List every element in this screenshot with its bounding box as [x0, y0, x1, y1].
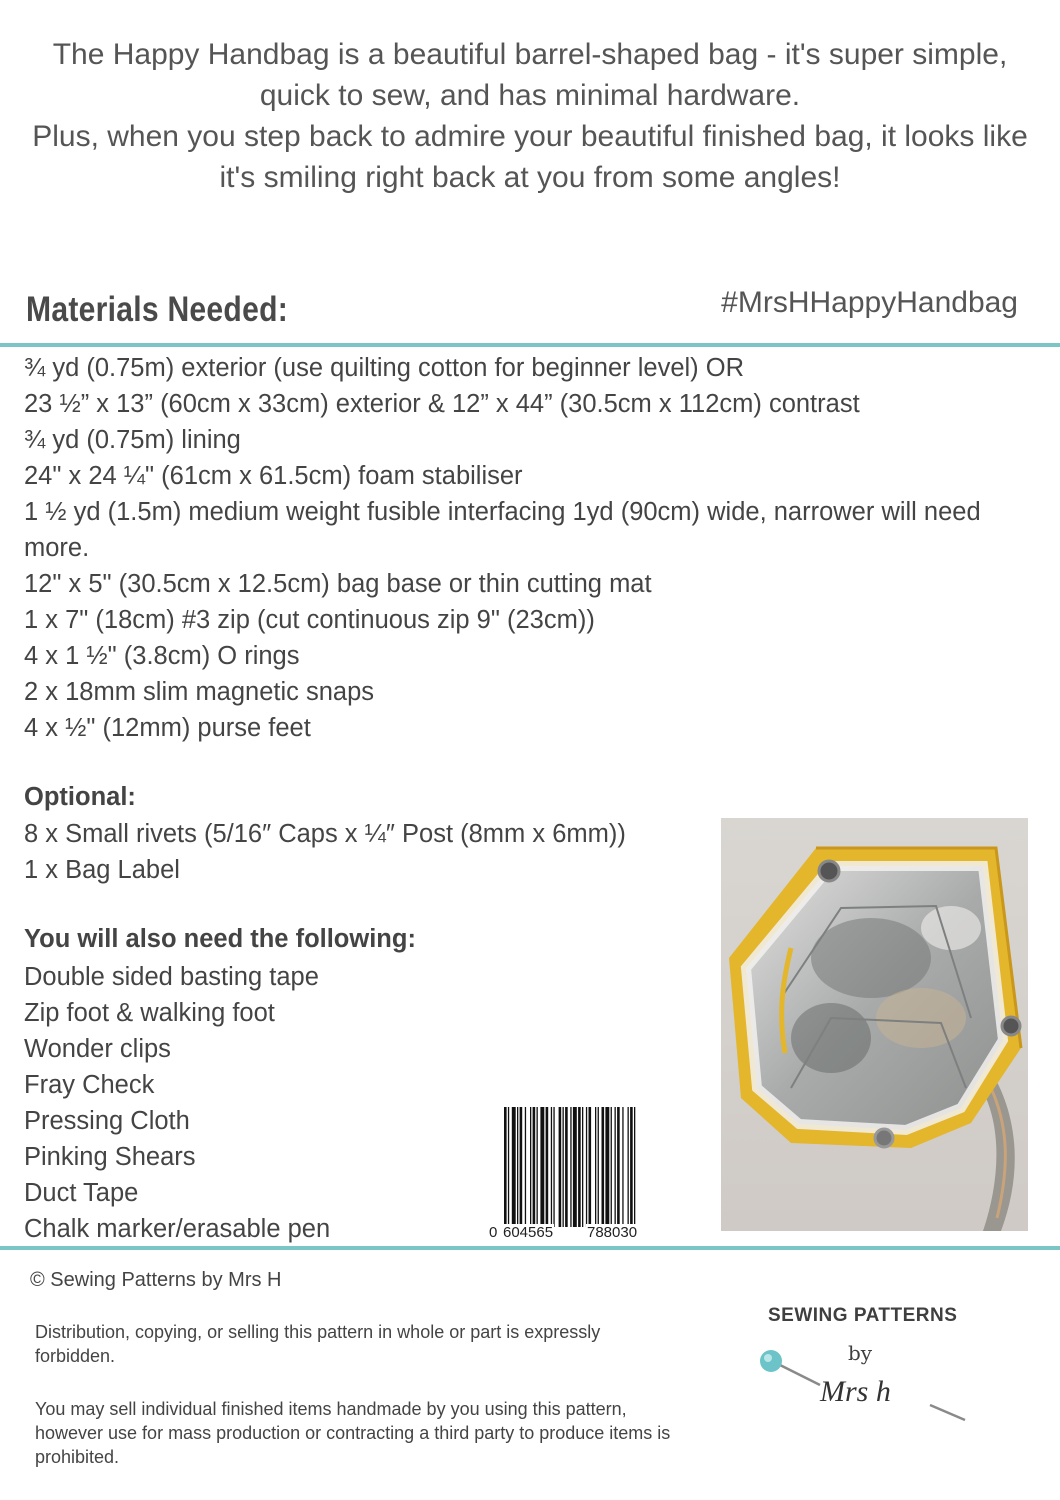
- divider-top: [0, 343, 1060, 347]
- list-item: 2 x 18mm slim magnetic snaps: [24, 678, 375, 706]
- barcode-bar: [622, 1107, 623, 1227]
- list-item: 8 x Small rivets (5/16″ Caps x ¼″ Post (8mm x 6mm)): [24, 820, 626, 848]
- barcode-bar: [611, 1107, 612, 1227]
- list-item: Duct Tape: [24, 1179, 139, 1207]
- intro-paragraph-1: The Happy Handbag is a beautiful barrel-shaped bag - it's super simple, quick to sew, and has minimal hardware.: [52, 38, 1008, 112]
- materials-list: [24, 350, 1014, 746]
- barcode-bar: [525, 1107, 526, 1227]
- sewing-pin-icon: [750, 1305, 980, 1435]
- logo-line-1: SEWING PATTERNS: [768, 1305, 958, 1326]
- barcode-bar: [520, 1107, 523, 1227]
- barcode-bar: [530, 1107, 531, 1227]
- barcode-bar: [605, 1107, 609, 1227]
- barcode-digit-group-2: 788030: [587, 1224, 638, 1241]
- barcode-bar: [504, 1107, 507, 1227]
- list-item: 12" x 5" (30.5cm x 12.5cm) bag base or thin cutting mat: [24, 570, 652, 598]
- materials-heading: Materials Needed:: [26, 290, 289, 329]
- barcode-bar: [563, 1107, 564, 1227]
- list-item: 24" x 24 ¼" (61cm x 61.5cm) foam stabiliser: [24, 462, 523, 490]
- list-item: 4 x ½" (12mm) purse feet: [24, 714, 311, 742]
- list-item: ¾ yd (0.75m) exterior (use quilting cotton for beginner level) OR: [24, 354, 745, 382]
- barcode-bar: [598, 1107, 599, 1227]
- barcode-bar: [617, 1107, 620, 1227]
- barcode-bar: [630, 1107, 633, 1227]
- logo-line-2: by: [848, 1341, 873, 1365]
- legal-notice-2: You may sell individual finished items handmade by you using this pattern, however use for mass production or contracting a third party to produce items is prohibited.: [35, 1399, 671, 1467]
- list-item: Pressing Cloth: [24, 1107, 190, 1135]
- barcode-bar: [537, 1107, 538, 1227]
- barcode-bar: [628, 1107, 629, 1227]
- barcode-bar: [517, 1107, 518, 1227]
- list-item: Fray Check: [24, 1071, 155, 1099]
- optional-heading: Optional:: [24, 783, 136, 811]
- also-need-heading: You will also need the following:: [24, 925, 416, 953]
- barcode-bar: [553, 1107, 554, 1227]
- brand-logo: [750, 1305, 980, 1435]
- list-item: 1 x 7" (18cm) #3 zip (cut continuous zip 9" (23cm)): [24, 606, 595, 634]
- barcode-bar: [551, 1107, 552, 1227]
- barcode-bar: [595, 1107, 596, 1227]
- list-item: Zip foot & walking foot: [24, 999, 275, 1027]
- barcode-bar: [546, 1107, 549, 1227]
- also-need-list: [24, 959, 330, 1247]
- barcode-bar: [634, 1107, 635, 1227]
- bag-illustration: [721, 818, 1028, 1231]
- barcode-bar: [589, 1107, 592, 1227]
- barcode-bar: [508, 1107, 509, 1227]
- list-item: 23 ½” x 13” (60cm x 33cm) exterior & 12” x 44” (30.5cm x 112cm) contrast: [24, 390, 860, 418]
- barcode-bar: [570, 1107, 571, 1227]
- hashtag: #MrsHHappyHandbag: [721, 286, 1018, 319]
- list-item: Double sided basting tape: [24, 963, 319, 991]
- barcode-bar: [565, 1107, 568, 1227]
- barcode-bar: [582, 1107, 583, 1227]
- optional-list: [24, 816, 626, 888]
- barcode-bar: [602, 1107, 605, 1227]
- barcode-bar: [559, 1107, 562, 1227]
- legal-notice-1: Distribution, copying, or selling this pattern in whole or part is expressly forbidden.: [35, 1322, 601, 1366]
- barcode-bar: [540, 1107, 544, 1227]
- list-item: 4 x 1 ½" (3.8cm) O rings: [24, 642, 300, 670]
- list-item: 1 x Bag Label: [24, 856, 180, 884]
- list-item: Pinking Shears: [24, 1143, 196, 1171]
- logo-line-3: Mrs h: [820, 1375, 891, 1408]
- bag-photo: [721, 818, 1028, 1231]
- barcode-bar: [573, 1107, 577, 1227]
- barcode-digit-lead: 0: [489, 1224, 498, 1241]
- copyright: © Sewing Patterns by Mrs H: [30, 1269, 282, 1291]
- list-item: Wonder clips: [24, 1035, 171, 1063]
- intro-text: [20, 34, 1040, 198]
- list-item: 1 ½ yd (1.5m) medium weight fusible interfacing 1yd (90cm) wide, narrower will need more.: [24, 498, 981, 562]
- barcode-bar: [578, 1107, 581, 1227]
- list-item: Chalk marker/erasable pen: [24, 1215, 331, 1243]
- barcode-bar: [533, 1107, 536, 1227]
- intro-paragraph-2: Plus, when you step back to admire your beautiful finished bag, it looks like it's smiling right back at you from some angles!: [32, 120, 1028, 194]
- barcode-bar: [586, 1107, 587, 1227]
- divider-bottom: [0, 1246, 1060, 1250]
- list-item: ¾ yd (0.75m) lining: [24, 426, 241, 454]
- barcode-bar: [512, 1107, 516, 1227]
- barcode-digit-group-1: 604565: [503, 1224, 554, 1241]
- barcode-bar: [615, 1107, 616, 1227]
